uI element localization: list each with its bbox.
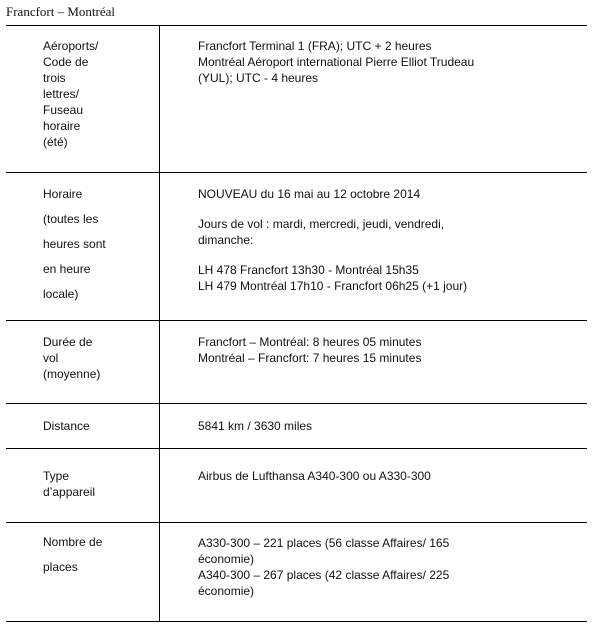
schedule-label: Horaire (toutes les heures sont en heure locale) — [43, 187, 106, 301]
column-divider — [159, 26, 160, 622]
airports-value: Francfort Terminal 1 (FRA); UTC + 2 heures Montréal Aéroport international Pierre Elliot Trudeau (YUL); UTC - 4 heures — [198, 39, 475, 85]
table-top-border — [6, 25, 587, 26]
page-title: Francfort – Montréal — [6, 4, 116, 19]
distance-value: 5841 km / 3630 miles — [198, 419, 313, 433]
aircraft-label: Type d’appareil — [43, 469, 96, 499]
flight-line: LH 478 Francfort 13h30 - Montréal 15h35 — [198, 263, 419, 277]
duration-label: Durée de vol (moyenne) — [43, 335, 101, 381]
row-divider — [6, 172, 587, 173]
flight-line: LH 479 Montréal 17h10 - Francfort 06h25 (+1 jour) — [198, 279, 468, 293]
row-divider — [6, 320, 587, 321]
row-divider — [6, 403, 587, 404]
seats-label: Nombre de places — [43, 535, 103, 574]
schedule-value: NOUVEAU du 16 mai au 12 octobre 2014 Jours de vol : mardi, mercredi, jeudi, vendredi, dimanche: LH 478 Francfort 13h30 - Montréal 15h35 LH 479 Montréal 17h10 - Francfort 06h25 (+1 jour) — [198, 186, 528, 294]
distance-label: Distance — [43, 419, 90, 433]
aircraft-value: Airbus de Lufthansa A340-300 ou A330-300 — [198, 469, 431, 483]
table-bottom-border — [6, 621, 587, 622]
row-divider — [6, 522, 587, 523]
duration-value: Francfort – Montréal: 8 heures 05 minutes Montréal – Francfort: 7 heures 15 minutes — [198, 335, 422, 365]
airports-label: Aéroports/ Code de trois lettres/ Fuseau horaire (été) — [43, 39, 99, 149]
seats-value: A330-300 – 221 places (56 classe Affaires/ 165 économie) A340-300 – 267 places (42 classe Affaires/ 225 économie) — [198, 536, 450, 598]
schedule-intro: NOUVEAU du 16 mai au 12 octobre 2014 — [198, 187, 421, 201]
row-divider — [6, 448, 587, 449]
